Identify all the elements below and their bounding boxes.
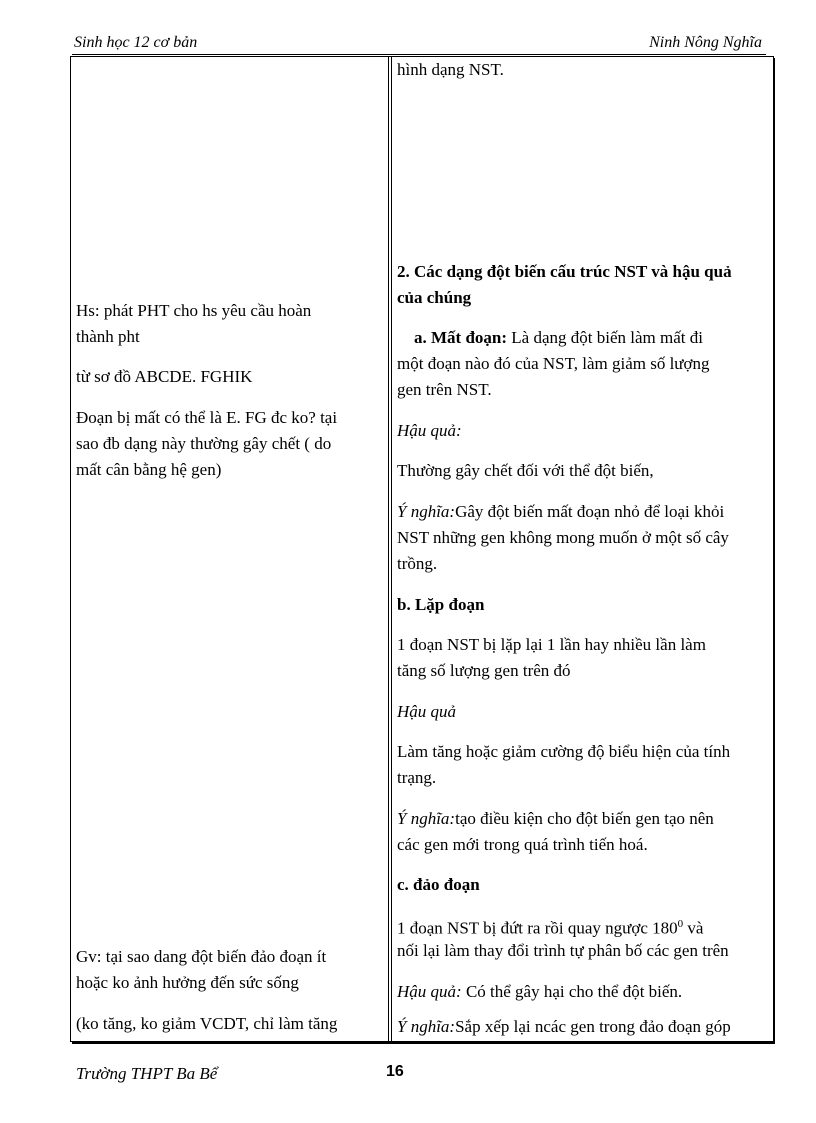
left-gv-line2: hoặc ko ảnh hưởng đến sức sống [76,973,299,992]
table-shadow-bottom [72,1042,775,1044]
header-divider [72,54,766,55]
section-heading-line1: 2. Các dạng đột biến cấu trúc NST và hậu quả [397,262,732,281]
left-gv-line1: Gv: tại sao dang đột biến đảo đoạn ít [76,947,327,966]
mat-doan-ynghia-label: Ý nghĩa: [397,502,456,521]
lap-doan-ynghia-line2: các gen mới trong quá trình tiến hoá. [397,835,648,854]
page-number: 16 [386,1063,404,1080]
mat-doan-line3: gen trên NST. [397,380,492,399]
footer-school: Trường THPT Ba Bể [76,1064,218,1083]
lap-doan-ynghia-label: Ý nghĩa: [397,809,456,828]
dao-doan-line1 [397,912,703,941]
degree-superscript: 0 [677,918,684,930]
mat-doan-line2: một đoạn nào đó của NST, làm giảm số lượng [397,354,710,373]
mat-doan-hauqua-text: Thường gây chết đối với thể đột biến, [397,461,654,480]
lap-doan-line2: tăng số lượng gen trên đó [397,661,571,680]
lap-doan-hauqua-line2: trạng. [397,768,437,787]
dao-doan-text1b: và [683,918,704,938]
left-diagram-line: từ sơ đồ ABCDE. FGHIK [76,367,253,386]
dao-doan-ynghia-text: Sắp xếp lại ncác gen trong đảo đoạn góp [455,1017,731,1036]
mat-doan-ynghia-line1 [397,499,724,524]
dao-doan-hauqua-line [397,979,682,1004]
mat-doan-text1: Là dạng đột biến làm mất đi [507,328,703,347]
dao-doan-line2: nối lại làm thay đổi trình tự phân bố các gen trên [397,941,729,960]
mat-doan-label: a. Mất đoạn: [414,328,508,347]
mat-doan-line1 [414,325,703,350]
column-divider [388,56,389,1042]
dao-doan-ynghia-line [397,1014,731,1039]
mat-doan-ynghia-text1: Gây đột biến mất đoạn nhỏ để loại khỏi [455,502,725,521]
column-divider-inner [391,56,392,1042]
lap-doan-ynghia-line1 [397,806,714,831]
left-question-line2: sao đb dạng này thường gây chết ( do [76,434,332,453]
lap-doan-hauqua-label: Hậu quả [397,702,457,721]
dao-doan-hauqua-text: Có thể gây hại cho thể đột biến. [461,982,683,1001]
dao-doan-text1a: 1 đoạn NST bị đứt ra rồi quay ngược 180 [397,918,678,938]
table-shadow-right [773,58,775,1044]
header-subject: Sinh học 12 cơ bản [74,34,198,51]
lap-doan-line1: 1 đoạn NST bị lặp lại 1 lần hay nhiều lần làm [397,635,706,654]
section-heading-line2: của chúng [397,288,472,307]
mat-doan-ynghia-line2: NST những gen không mong muốn ở một số cây [397,528,729,547]
left-question-line3: mất cân bằng hệ gen) [76,460,222,479]
dao-doan-heading: c. đảo đoạn [397,875,480,894]
lap-doan-heading: b. Lặp đoạn [397,595,485,614]
mat-doan-ynghia-line3: trồng. [397,554,438,573]
lap-doan-hauqua-line1: Làm tăng hoặc giảm cường độ biểu hiện của tính [397,742,731,761]
right-top-line: hình dạng NST. [397,60,504,79]
header-author: Ninh Nông Nghĩa [649,34,762,51]
dao-doan-hauqua-label: Hậu quả: [397,982,462,1001]
mat-doan-hauqua-label: Hậu quả: [397,421,462,440]
left-hs-line2: thành pht [76,327,140,346]
left-hs-line1: Hs: phát PHT cho hs yêu cầu hoàn [76,301,312,320]
left-question-line1: Đoạn bị mất có thể là E. FG đc ko? tại [76,408,338,427]
lap-doan-ynghia-text1: tạo điều kiện cho đột biến gen tạo nên [455,809,714,828]
left-answer-line1: (ko tăng, ko giảm VCDT, chỉ làm tăng [76,1014,338,1033]
dao-doan-ynghia-label: Ý nghĩa: [397,1017,456,1036]
